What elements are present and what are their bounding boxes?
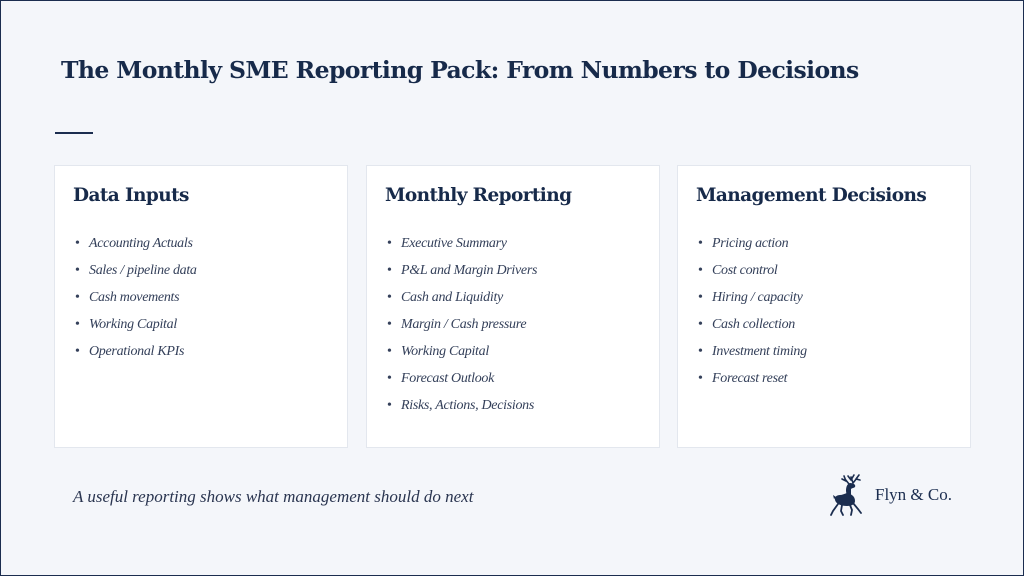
list-item <box>698 288 807 315</box>
list-item-label: Margin / Cash pressure <box>401 317 527 332</box>
card-list <box>75 234 197 369</box>
bullet-icon: • <box>387 371 392 386</box>
bullet-icon: • <box>698 317 703 332</box>
list-item <box>387 234 537 261</box>
list-item-label: Working Capital <box>89 317 177 332</box>
stag-logo-icon <box>827 473 867 517</box>
list-item-label: Operational KPIs <box>89 344 185 359</box>
brand-logo <box>827 472 952 518</box>
list-item <box>387 288 537 315</box>
list-item <box>387 261 537 288</box>
bullet-icon: • <box>387 290 392 305</box>
card-title: Management Decisions <box>696 185 927 206</box>
card-list <box>698 234 807 396</box>
bullet-icon: • <box>75 317 80 332</box>
slide-title: The Monthly SME Reporting Pack: From Numbers to Decisions <box>61 56 859 84</box>
bullet-icon: • <box>387 398 392 413</box>
list-item <box>75 234 197 261</box>
list-item <box>698 261 807 288</box>
list-item-label: Investment timing <box>712 344 807 359</box>
list-item <box>698 234 807 261</box>
card-management-decisions <box>677 165 971 448</box>
bullet-icon: • <box>698 263 703 278</box>
bullet-icon: • <box>698 344 703 359</box>
list-item <box>387 315 537 342</box>
list-item-label: Cash movements <box>89 290 180 305</box>
list-item-label: Hiring / capacity <box>712 290 803 305</box>
list-item-label: Working Capital <box>401 344 489 359</box>
list-item <box>698 315 807 342</box>
card-list <box>387 234 537 423</box>
list-item-label: P&L and Margin Drivers <box>401 263 538 278</box>
bullet-icon: • <box>698 371 703 386</box>
card-monthly-reporting <box>366 165 660 448</box>
footer-note: A useful reporting shows what management should do next <box>73 487 474 506</box>
bullet-icon: • <box>75 263 80 278</box>
bullet-icon: • <box>75 236 80 251</box>
title-underline <box>55 132 93 134</box>
bullet-icon: • <box>75 290 80 305</box>
bullet-icon: • <box>387 236 392 251</box>
bullet-icon: • <box>698 236 703 251</box>
list-item-label: Pricing action <box>712 236 789 251</box>
bullet-icon: • <box>75 344 80 359</box>
list-item-label: Risks, Actions, Decisions <box>401 398 535 413</box>
list-item-label: Sales / pipeline data <box>89 263 197 278</box>
card-data-inputs <box>54 165 348 448</box>
list-item-label: Forecast reset <box>712 371 788 386</box>
bullet-icon: • <box>387 344 392 359</box>
card-title: Monthly Reporting <box>385 185 572 206</box>
bullet-icon: • <box>698 290 703 305</box>
list-item <box>75 315 197 342</box>
list-item <box>75 288 197 315</box>
bullet-icon: • <box>387 263 392 278</box>
list-item <box>75 342 197 369</box>
list-item <box>387 342 537 369</box>
list-item <box>387 369 537 396</box>
bullet-icon: • <box>387 317 392 332</box>
list-item-label: Executive Summary <box>401 236 507 251</box>
list-item <box>698 369 807 396</box>
list-item-label: Cash collection <box>712 317 795 332</box>
list-item <box>75 261 197 288</box>
list-item-label: Accounting Actuals <box>89 236 193 251</box>
list-item <box>698 342 807 369</box>
list-item-label: Cost control <box>712 263 778 278</box>
list-item-label: Cash and Liquidity <box>401 290 503 305</box>
list-item <box>387 396 537 423</box>
brand-name: Flyn & Co. <box>875 485 952 504</box>
card-title: Data Inputs <box>73 185 189 206</box>
list-item-label: Forecast Outlook <box>401 371 495 386</box>
